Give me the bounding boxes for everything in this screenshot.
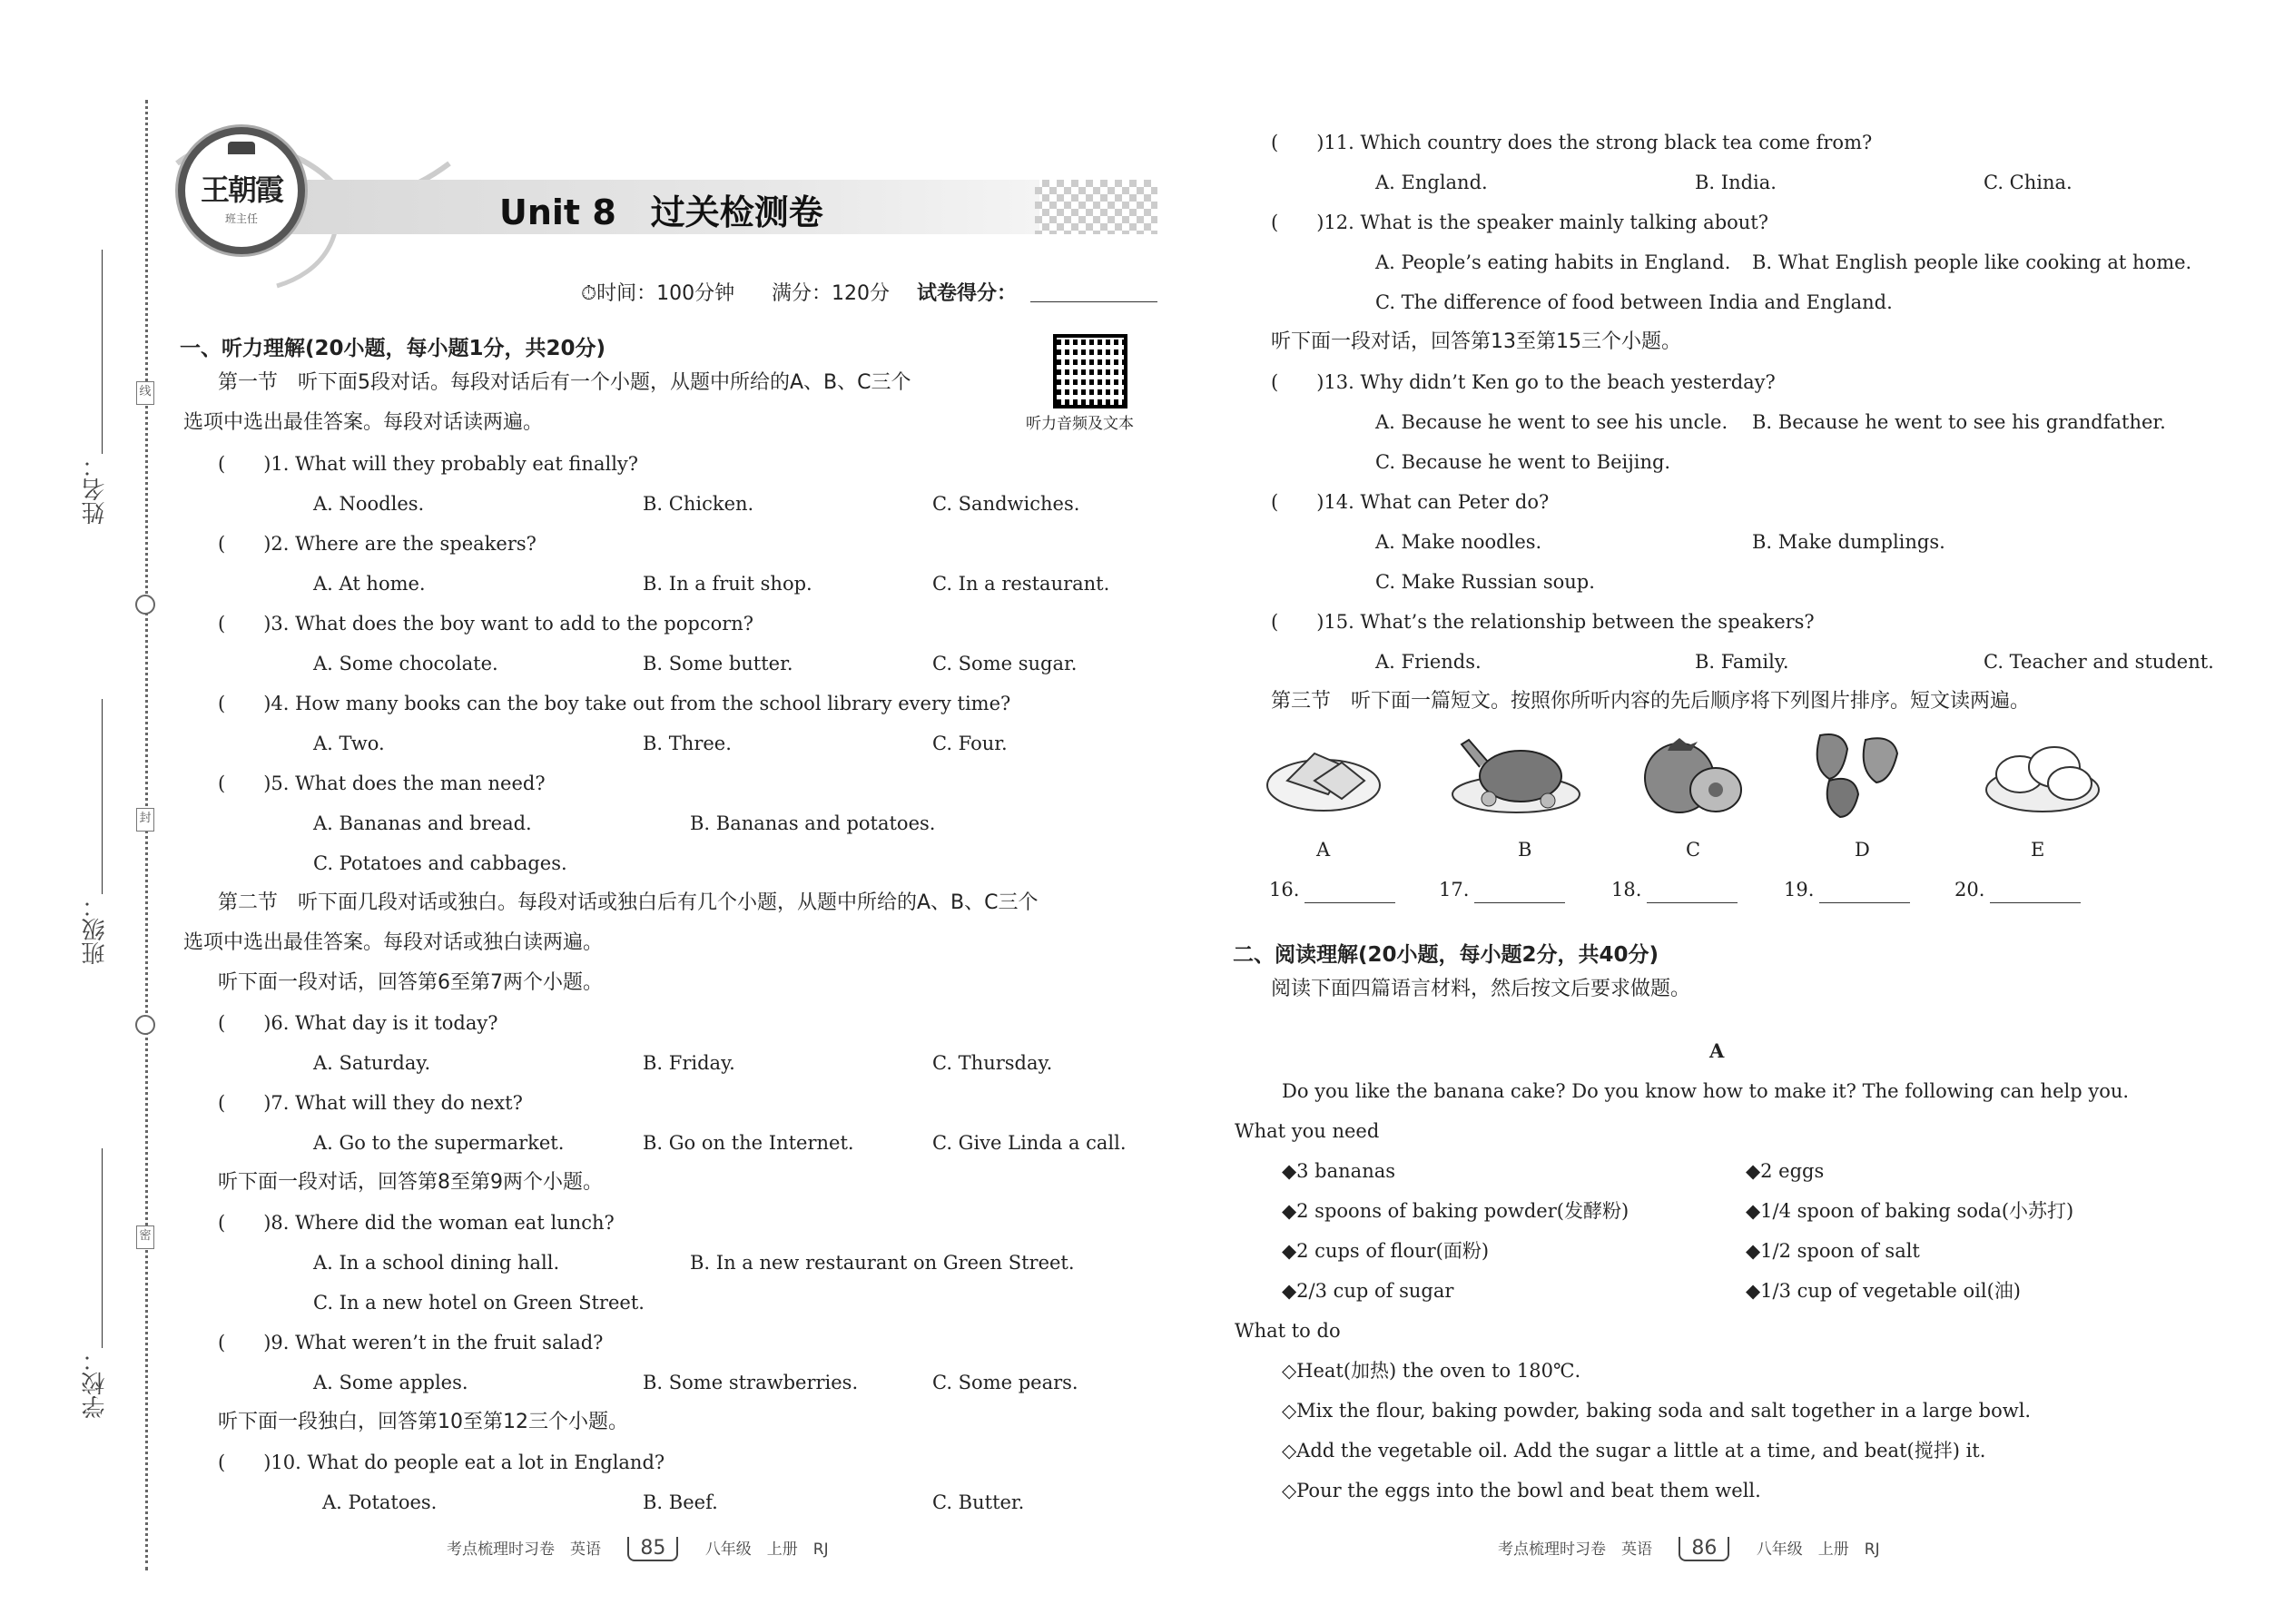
logo-badge (178, 127, 305, 254)
q2-option-a: A. At home. (313, 573, 426, 595)
question-2: ( )2. Where are the speakers? (218, 533, 537, 555)
answer-paren[interactable]: ( (218, 693, 264, 714)
ingredient-item: ◆2 spoons of baking powder(发酵粉) (1282, 1200, 1629, 1222)
q5-option-b: B. Bananas and potatoes. (690, 812, 936, 834)
page-number: 86 (1679, 1537, 1729, 1561)
q3-option-c: C. Some sugar. (932, 653, 1078, 674)
q1-option-c: C. Sandwiches. (932, 493, 1080, 515)
question-9: ( )9. What weren’t in the fruit salad? (218, 1332, 604, 1353)
binding-clip-icon (135, 595, 155, 615)
class-label: 班级： (82, 894, 109, 965)
ingredient-item: ◆1/2 spoon of salt (1746, 1240, 1920, 1262)
q15-option-b: B. Family. (1695, 651, 1789, 673)
meat-plate-icon (1265, 731, 1383, 817)
answer-paren[interactable]: ( (218, 533, 264, 555)
picture-label-b: B (1518, 839, 1532, 861)
q1-option-a: A. Noodles. (313, 493, 425, 515)
q13-option-a: A. Because he went to see his uncle. (1375, 411, 1728, 433)
answer-paren[interactable]: ( (1271, 212, 1317, 233)
section1-heading: 一、听力理解(20小题，每小题1分，共20分) (180, 337, 606, 360)
answer-blank-18[interactable] (1647, 877, 1738, 903)
class-field[interactable] (102, 699, 103, 894)
exam-info-score: 试卷得分： (917, 282, 1018, 305)
answer-paren[interactable]: ( (218, 1212, 264, 1234)
answer-paren[interactable]: ( (218, 613, 264, 635)
what-to-do-label: What to do (1235, 1320, 1341, 1342)
q6-option-a: A. Saturday. (313, 1052, 431, 1074)
seal-mark-secret: 密 (136, 1225, 154, 1249)
q15-option-c: C. Teacher and student. (1984, 651, 2214, 673)
passage-a-label: A (1709, 1039, 1725, 1062)
part3-intro: 第三节 听下面一篇短文。按照你所听内容的先后顺序将下列图片排序。短文读两遍。 (1271, 690, 2031, 713)
directions-13-15: 听下面一段对话，回答第13至第15三个小题。 (1271, 330, 1681, 353)
q12-option-b: B. What English people like cooking at home. (1752, 251, 2192, 273)
q4-option-b: B. Three. (643, 733, 732, 754)
directions-6-7: 听下面一段对话，回答第6至第7两个小题。 (218, 971, 603, 994)
answer-18: 18. (1611, 877, 1738, 903)
page-number: 85 (627, 1537, 678, 1561)
name-label: 姓名： (82, 454, 109, 525)
answer-17: 17. (1439, 877, 1565, 903)
q3-option-a: A. Some chocolate. (313, 653, 498, 674)
q13-option-c: C. Because he went to Beijing. (1375, 451, 1671, 473)
question-6: ( )6. What day is it today? (218, 1012, 498, 1034)
q8-option-b: B. In a new restaurant on Green Street. (690, 1252, 1075, 1274)
ingredient-item: ◆1/4 spoon of baking soda(小苏打) (1746, 1200, 2074, 1222)
q2-option-c: C. In a restaurant. (932, 573, 1110, 595)
q10-option-a: A. Potatoes. (322, 1491, 438, 1513)
qr-caption: 听力音频及文本 (1026, 415, 1134, 433)
question-4: ( )4. How many books can the boy take out from the school library every time? (218, 693, 1011, 714)
strawberries-icon (1802, 726, 1920, 822)
answer-paren[interactable]: ( (218, 1452, 264, 1473)
footer-right (1498, 1536, 1880, 1561)
score-field[interactable] (1030, 301, 1157, 302)
part1-intro: 第一节 听下面5段对话。每段对话后有一个小题，从题中所给的A、B、C三个 (218, 371, 911, 394)
seal-mark-line: 线 (136, 381, 154, 405)
answer-16: 16. (1269, 877, 1395, 903)
q14-option-b: B. Make dumplings. (1752, 531, 1945, 553)
footer-book-title: 考点梳理时习卷 英语 (447, 1540, 601, 1559)
ingredient-item: ◆3 bananas (1282, 1160, 1396, 1182)
q6-option-b: B. Friday. (643, 1052, 735, 1074)
exam-info-time (581, 278, 734, 306)
passage-a-intro: Do you like the banana cake? Do you know how to make it? The following can help you. (1282, 1080, 2130, 1102)
q4-option-c: C. Four. (932, 733, 1008, 754)
q3-option-b: B. Some butter. (643, 653, 793, 674)
logo-motto: 班主任 (224, 212, 258, 225)
q9-option-b: B. Some strawberries. (643, 1372, 859, 1393)
q15-option-a: A. Friends. (1375, 651, 1482, 673)
binding-dotted-line (145, 100, 148, 1570)
answer-paren[interactable]: ( (218, 1092, 264, 1114)
time-text: 时间：100分钟 (596, 282, 735, 305)
exam-info-full: 满分：120分 (772, 282, 890, 305)
school-field[interactable] (102, 1148, 103, 1348)
answer-blank-17[interactable] (1474, 877, 1565, 903)
seal-mark-seal: 封 (136, 808, 154, 832)
answer-paren[interactable]: ( (218, 1332, 264, 1353)
q5-option-a: A. Bananas and bread. (313, 812, 532, 834)
answer-paren[interactable]: ( (218, 773, 264, 794)
q7-option-c: C. Give Linda a call. (932, 1132, 1127, 1154)
checker-pattern (1035, 180, 1157, 234)
part2-intro-cont: 选项中选出最佳答案。每段对话或独白读两遍。 (183, 931, 604, 954)
question-10: ( )10. What do people eat a lot in England? (218, 1452, 665, 1473)
question-3: ( )3. What does the boy want to add to the popcorn? (218, 613, 754, 635)
picture-label-c: C (1686, 839, 1701, 861)
footer-book-title: 考点梳理时习卷 英语 (1498, 1540, 1652, 1559)
qr-code-icon[interactable] (1053, 334, 1127, 408)
question-13: ( )13. Why didn’t Ken go to the beach yesterday? (1271, 371, 1776, 393)
q14-option-c: C. Make Russian soup. (1375, 571, 1595, 593)
q8-option-c: C. In a new hotel on Green Street. (313, 1292, 645, 1314)
directions-10-12: 听下面一段独白，回答第10至第12三个小题。 (218, 1411, 628, 1433)
clock-icon: ⏱ (581, 282, 597, 305)
picture-label-e: E (2031, 839, 2045, 861)
what-you-need-label: What you need (1235, 1120, 1380, 1142)
q12-option-a: A. People’s eating habits in England. (1375, 251, 1731, 273)
answer-blank-19[interactable] (1819, 877, 1910, 903)
q2-option-b: B. In a fruit shop. (643, 573, 812, 595)
q14-option-a: A. Make noodles. (1375, 531, 1542, 553)
q7-option-b: B. Go on the Internet. (643, 1132, 854, 1154)
answer-paren[interactable]: ( (1271, 132, 1317, 153)
question-8: ( )8. Where did the woman eat lunch? (218, 1212, 615, 1234)
ingredient-item: ◆2 cups of flour(面粉) (1282, 1240, 1490, 1262)
answer-paren[interactable]: ( (218, 453, 264, 475)
q6-option-c: C. Thursday. (932, 1052, 1053, 1074)
q9-option-a: A. Some apples. (313, 1372, 468, 1393)
answer-paren[interactable]: ( (1271, 371, 1317, 393)
answer-blank-20[interactable] (1990, 877, 2081, 903)
step-item: ◇Mix the flour, baking powder, baking soda and salt together in a large bowl. (1282, 1400, 2032, 1422)
picture-label-d: D (1855, 839, 1870, 861)
q7-option-a: A. Go to the supermarket. (313, 1132, 565, 1154)
ingredient-item: ◆2 eggs (1746, 1160, 1825, 1182)
page-title: Unit 8 过关检测卷 (499, 192, 823, 232)
answer-paren[interactable]: ( (1271, 491, 1317, 513)
name-field[interactable] (102, 250, 103, 454)
question-15: ( )15. What’s the relationship between the speakers? (1271, 611, 1815, 633)
answer-paren[interactable]: ( (218, 1012, 264, 1034)
q10-option-c: C. Butter. (932, 1491, 1025, 1513)
q10-option-b: B. Beef. (643, 1491, 718, 1513)
question-7: ( )7. What will they do next? (218, 1092, 523, 1114)
question-1: ( )1. What will they probably eat finally? (218, 453, 639, 475)
footer-left (447, 1536, 829, 1561)
answer-19: 19. (1784, 877, 1910, 903)
section2-heading: 二、阅读理解(20小题，每小题2分，共40分) (1233, 943, 1659, 967)
footer-grade: 八年级 上册 RJ (704, 1540, 829, 1559)
step-item: ◇Pour the eggs into the bowl and beat them well. (1282, 1480, 1761, 1501)
ingredient-item: ◆2/3 cup of sugar (1282, 1280, 1454, 1302)
question-11: ( )11. Which country does the strong black tea come from? (1271, 132, 1873, 153)
part2-intro: 第二节 听下面几段对话或独白。每段对话或独白后有几个小题，从题中所给的A、B、C三个 (218, 891, 1039, 914)
q12-option-c: C. The difference of food between India and England. (1375, 291, 1893, 313)
directions-8-9: 听下面一段对话，回答第8至第9两个小题。 (218, 1171, 603, 1194)
q13-option-b: B. Because he went to see his grandfather. (1752, 411, 2166, 433)
question-12: ( )12. What is the speaker mainly talking about? (1271, 212, 1768, 233)
q11-option-c: C. China. (1984, 172, 2072, 193)
answer-blank-16[interactable] (1305, 877, 1395, 903)
answer-20: 20. (1954, 877, 2081, 903)
step-item: ◇Heat(加热) the oven to 180℃. (1282, 1360, 1581, 1382)
q11-option-b: B. India. (1695, 172, 1777, 193)
question-5: ( )5. What does the man need? (218, 773, 546, 794)
answer-paren[interactable]: ( (1271, 611, 1317, 633)
q4-option-a: A. Two. (313, 733, 385, 754)
part1-intro-cont: 选项中选出最佳答案。每段对话读两遍。 (183, 411, 544, 434)
step-item: ◇Add the vegetable oil. Add the sugar a little at a time, and beat(搅拌) it. (1282, 1440, 1986, 1462)
footer-grade: 八年级 上册 RJ (1756, 1540, 1880, 1559)
q1-option-b: B. Chicken. (643, 493, 754, 515)
school-label: 学校： (82, 1348, 109, 1419)
q5-option-c: C. Potatoes and cabbages. (313, 852, 567, 874)
binding-clip-icon (135, 1015, 155, 1035)
question-14: ( )14. What can Peter do? (1271, 491, 1550, 513)
dumplings-icon (1984, 731, 2102, 817)
section2-intro: 阅读下面四篇语言材料，然后按文后要求做题。 (1271, 978, 1691, 1000)
q9-option-c: C. Some pears. (932, 1372, 1078, 1393)
tomato-icon (1639, 731, 1748, 817)
picture-label-a: A (1316, 839, 1331, 861)
q11-option-a: A. England. (1375, 172, 1488, 193)
roast-chicken-icon (1443, 726, 1589, 817)
logo-text: 王朝霞 (200, 172, 282, 207)
q8-option-a: A. In a school dining hall. (313, 1252, 560, 1274)
logo-crown-icon (228, 142, 255, 154)
ingredient-item: ◆1/3 cup of vegetable oil(油) (1746, 1280, 2021, 1302)
